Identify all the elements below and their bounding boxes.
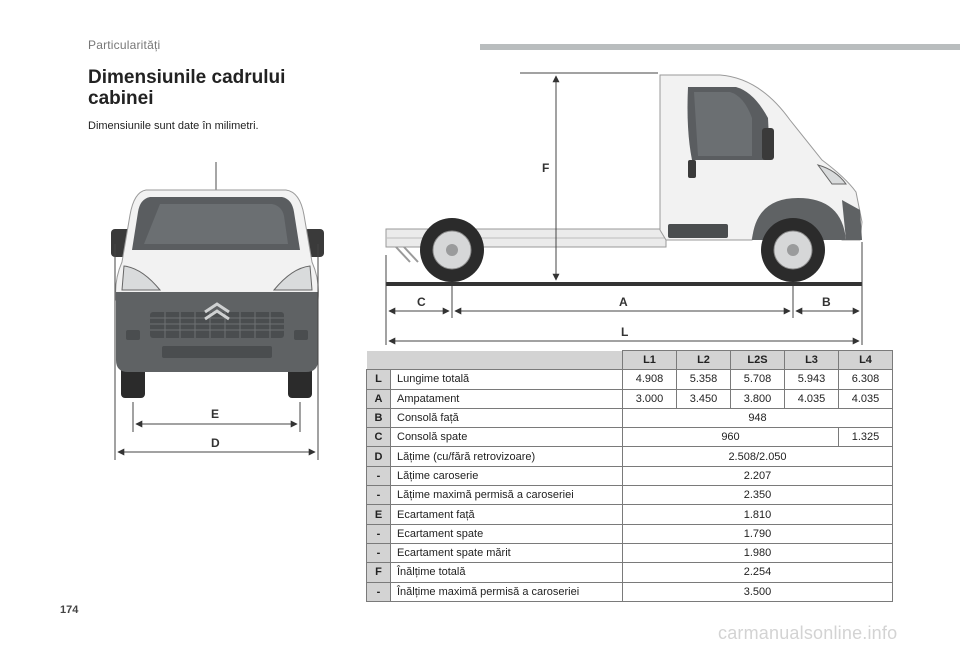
table-row: - Înălțime maximă permisă a caroseriei 3.500 xyxy=(367,582,893,601)
label-B: B xyxy=(822,295,831,309)
label-E: E xyxy=(211,407,220,421)
watermark: carmanualsonline.info xyxy=(718,623,898,643)
side-view-illustration xyxy=(386,75,862,286)
column-header: L1 xyxy=(623,351,677,370)
table-row: D Lățime (cu/fără retrovizoare) 2.508/2.050 xyxy=(367,447,893,466)
column-header: L3 xyxy=(785,351,839,370)
section-header: Particularități xyxy=(88,38,161,52)
page-title: Dimensiunile cadrului cabinei xyxy=(88,67,286,109)
table-row: - Ecartament spate 1.790 xyxy=(367,524,893,543)
table-row: F Înălțime totală 2.254 xyxy=(367,563,893,582)
label-C: C xyxy=(417,295,426,309)
table-row: - Lățime maximă permisă a caroseriei 2.350 xyxy=(367,486,893,505)
label-L: L xyxy=(621,325,629,339)
table-row: L Lungime totală 4.908 5.358 5.708 5.943 6.308 xyxy=(367,370,893,389)
label-F: F xyxy=(542,161,550,175)
table-header-row xyxy=(367,351,893,370)
table-row: B Consolă față 948 xyxy=(367,408,893,427)
page-subtitle: Dimensiunile sunt date în milimetri. xyxy=(88,120,259,132)
column-header: L4 xyxy=(839,351,893,370)
dimensions-table xyxy=(366,350,893,602)
column-header: L2S xyxy=(731,351,785,370)
table-row: - Ecartament spate mărit 1.980 xyxy=(367,543,893,562)
column-header: L2 xyxy=(677,351,731,370)
label-A: A xyxy=(619,295,628,309)
table-row: - Lățime caroserie 2.207 xyxy=(367,466,893,485)
front-view-illustration xyxy=(111,162,324,398)
table-row: C Consolă spate 960 1.325 xyxy=(367,428,893,447)
label-D: D xyxy=(211,436,220,450)
table-row: A Ampatament 3.000 3.450 3.800 4.035 4.035 xyxy=(367,389,893,408)
page-number: 174 xyxy=(60,604,79,616)
table-row: E Ecartament față 1.810 xyxy=(367,505,893,524)
